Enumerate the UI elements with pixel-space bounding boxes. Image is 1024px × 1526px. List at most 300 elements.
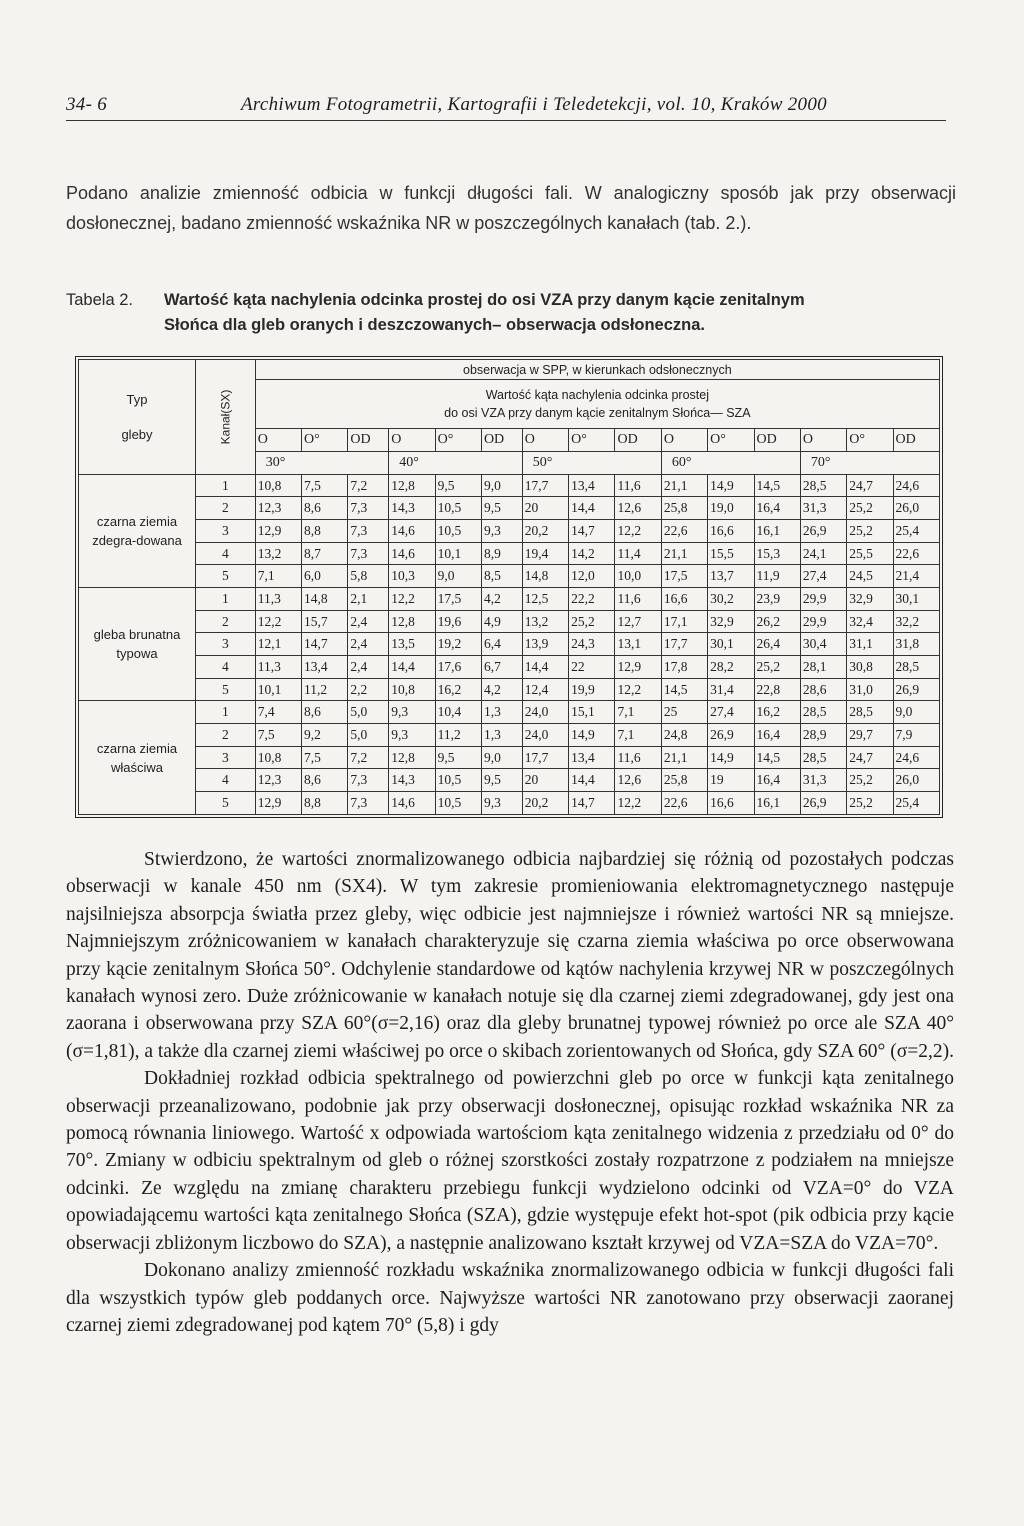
value-cell: 26,2 [754, 610, 800, 633]
value-cell: 24,1 [800, 542, 846, 565]
value-cell: 14,4 [522, 656, 568, 679]
value-cell: 26,9 [800, 792, 846, 815]
col-o-header: O [522, 429, 568, 452]
channel-cell: 5 [196, 565, 256, 588]
table-row [79, 656, 940, 679]
value-cell: 24,6 [893, 746, 939, 769]
value-cell: 31,1 [847, 633, 893, 656]
value-cell: 10,1 [255, 678, 301, 701]
value-cell: 14,9 [708, 474, 754, 497]
value-cell: 12,8 [389, 474, 435, 497]
value-cell: 8,7 [302, 542, 348, 565]
value-cell: 12,8 [389, 746, 435, 769]
value-cell: 7,5 [302, 746, 348, 769]
caption-line-2: Słońca dla gleb oranych i deszczowanych– obserwacja odsłoneczna. [164, 316, 706, 334]
channel-cell: 2 [196, 610, 256, 633]
value-cell: 9,3 [389, 701, 435, 724]
value-cell: 14,5 [754, 474, 800, 497]
soil-type-cell: czarna ziemia zdegra-dowana [79, 474, 196, 587]
value-cell: 24,6 [893, 474, 939, 497]
value-cell: 14,2 [569, 542, 615, 565]
value-cell: 12,3 [255, 497, 301, 520]
value-cell: 30,8 [847, 656, 893, 679]
table-row [79, 792, 940, 815]
value-cell: 17,6 [435, 656, 481, 679]
col-od-header: OD [754, 429, 800, 452]
value-cell: 14,3 [389, 497, 435, 520]
value-cell: 17,5 [661, 565, 707, 588]
value-cell: 17,8 [661, 656, 707, 679]
value-cell: 12,9 [615, 656, 661, 679]
value-cell: 25,2 [847, 792, 893, 815]
caption-line-1: Wartość kąta nachylenia odcinka prostej do osi VZA przy danym kącie zenitalnym [164, 291, 805, 309]
value-cell: 30,4 [800, 633, 846, 656]
body-paragraph-3: Dokonano analizy zmienność rozkładu wskaźnika znormalizowanego odbicia w funkcji długości fali dla wszystkich typów gleb poddanych orce. Najwyższe wartości NR zanotowano przy obserwacji zaoranej czarnej ziemi zdegradowanej pod kątem 70° (5,8) i gdy [66, 1260, 954, 1336]
value-cell: 22,6 [661, 792, 707, 815]
value-cell: 22,2 [569, 588, 615, 611]
value-cell: 16,1 [754, 792, 800, 815]
value-cell: 1,3 [481, 724, 522, 747]
table-header-row-1 [79, 360, 940, 380]
value-cell: 7,3 [348, 769, 389, 792]
value-cell: 14,8 [522, 565, 568, 588]
value-cell: 9,0 [435, 565, 481, 588]
value-cell: 13,7 [708, 565, 754, 588]
value-cell: 28,5 [847, 701, 893, 724]
value-cell: 20,2 [522, 792, 568, 815]
value-cell: 12,6 [615, 497, 661, 520]
value-cell: 12,2 [615, 792, 661, 815]
value-cell: 6,7 [481, 656, 522, 679]
value-cell: 30,2 [708, 588, 754, 611]
value-cell: 11,6 [615, 474, 661, 497]
value-cell: 10,4 [435, 701, 481, 724]
value-cell: 24,0 [522, 701, 568, 724]
value-cell: 21,1 [661, 474, 707, 497]
value-cell: 26,9 [800, 520, 846, 543]
value-cell: 19 [708, 769, 754, 792]
value-cell: 7,3 [348, 497, 389, 520]
value-cell: 10,5 [435, 497, 481, 520]
table-row [79, 588, 940, 611]
value-cell: 12,3 [255, 769, 301, 792]
table-row [79, 565, 940, 588]
value-cell: 7,1 [615, 701, 661, 724]
value-cell: 9,5 [435, 746, 481, 769]
intro-paragraph: Podano analizie zmienność odbicia w funkcji długości fali. W analogiczny sposób jak przy obserwacji dosłonecznej, badano zmienność wskaźnika NR w poszczególnych kanałach (tab. 2.). [66, 183, 956, 233]
value-cell: 16,4 [754, 769, 800, 792]
value-cell: 16,4 [754, 497, 800, 520]
value-cell: 20,2 [522, 520, 568, 543]
journal-title: Archiwum Fotogrametrii, Kartografii i Teledetekcji, vol. 10, Kraków 2000 [241, 94, 827, 115]
value-cell: 10,8 [255, 746, 301, 769]
value-cell: 24,7 [847, 746, 893, 769]
table-row [79, 769, 940, 792]
value-cell: 12,4 [522, 678, 568, 701]
value-cell: 13,4 [302, 656, 348, 679]
channel-cell: 4 [196, 656, 256, 679]
value-cell: 27,4 [708, 701, 754, 724]
value-cell: 11,9 [754, 565, 800, 588]
value-cell: 19,2 [435, 633, 481, 656]
value-cell: 14,3 [389, 769, 435, 792]
value-cell: 25,2 [847, 497, 893, 520]
value-cell: 32,2 [893, 610, 939, 633]
channel-cell: 3 [196, 633, 256, 656]
value-cell: 10,1 [435, 542, 481, 565]
table-row [79, 474, 940, 497]
value-cell: 7,2 [348, 474, 389, 497]
table-row [79, 746, 940, 769]
value-cell: 13,2 [522, 610, 568, 633]
channel-cell: 4 [196, 769, 256, 792]
value-cell: 8,8 [302, 520, 348, 543]
table-row [79, 497, 940, 520]
value-cell: 26,4 [754, 633, 800, 656]
value-cell: 16,6 [661, 588, 707, 611]
col-o-header: O [800, 429, 846, 452]
value-cell: 16,6 [708, 520, 754, 543]
value-cell: 28,1 [800, 656, 846, 679]
col-od-header: OD [348, 429, 389, 452]
value-cell: 25,2 [847, 520, 893, 543]
value-cell: 21,4 [893, 565, 939, 588]
value-cell: 31,0 [847, 678, 893, 701]
channel-cell: 2 [196, 724, 256, 747]
value-cell: 4,2 [481, 678, 522, 701]
col-od-header: OD [481, 429, 522, 452]
value-cell: 22 [569, 656, 615, 679]
value-cell: 6,4 [481, 633, 522, 656]
table-row [79, 520, 940, 543]
value-cell: 10,5 [435, 792, 481, 815]
value-cell: 7,1 [255, 565, 301, 588]
value-cell: 8,5 [481, 565, 522, 588]
value-cell: 19,0 [708, 497, 754, 520]
body-paragraph-1: Stwierdzono, że wartości znormalizowanego odbicia najbardziej się różnią od pozostałych podczas obserwacji w kanale 450 nm (SX4). W tym zakresie promieniowania elektromagnetycznego następuje najsilniejsza absorpcja światła przez gleby, więc odbicie jest najmniejsze i również wartości NR są mniejsze. Najmniejszym zróżnicowaniem w kanałach charakteryzuje się czarna ziemia właściwa po orce obserwowana przy kącie zenitalnym Słońca 50°. Odchylenie standardowe od kątów nachylenia krzywej NR w poszczególnych kanałach wynosi zero. Duże zróżnicowanie w kanałach notuje się dla czarnej ziemi zdegradowanej, gdy jest ona zaorana i obserwowana przy SZA 60°(σ=2,16) oraz dla gleby brunatnej typowej również po orce ale SZA 40°(σ=1,81), a także dla czarnej ziemi właściwej po orce o skibach zorientowanych od Słońca, gdy SZA 60° (σ=2,2). [66, 849, 954, 1062]
value-cell: 8,8 [302, 792, 348, 815]
table-row [79, 610, 940, 633]
value-cell: 13,2 [255, 542, 301, 565]
value-cell: 14,9 [708, 746, 754, 769]
body-text [66, 846, 954, 1339]
value-cell: 9,0 [893, 701, 939, 724]
value-cell: 28,2 [708, 656, 754, 679]
value-cell: 26,9 [708, 724, 754, 747]
angle-header [255, 380, 939, 429]
value-cell: 22,8 [754, 678, 800, 701]
value-cell: 17,7 [661, 633, 707, 656]
channel-cell: 5 [196, 678, 256, 701]
page-header [66, 94, 946, 121]
value-cell: 12,8 [389, 610, 435, 633]
value-cell: 25,4 [893, 520, 939, 543]
table-row [79, 701, 940, 724]
value-cell: 25,2 [847, 769, 893, 792]
value-cell: 14,5 [754, 746, 800, 769]
value-cell: 12,9 [255, 792, 301, 815]
value-cell: 9,0 [481, 474, 522, 497]
value-cell: 12,1 [255, 633, 301, 656]
value-cell: 16,2 [754, 701, 800, 724]
value-cell: 7,5 [302, 474, 348, 497]
data-table [78, 359, 940, 815]
value-cell: 15,7 [302, 610, 348, 633]
value-cell: 25,2 [569, 610, 615, 633]
value-cell: 17,1 [661, 610, 707, 633]
value-cell: 7,1 [615, 724, 661, 747]
observation-header: obserwacja w SPP, w kierunkach odsłonecznych [255, 360, 939, 380]
value-cell: 11,4 [615, 542, 661, 565]
value-cell: 20 [522, 497, 568, 520]
value-cell: 14,4 [389, 656, 435, 679]
value-cell: 16,4 [754, 724, 800, 747]
typ-label: Typ [126, 391, 148, 407]
channel-cell: 1 [196, 474, 256, 497]
value-cell: 31,4 [708, 678, 754, 701]
channel-cell: 1 [196, 588, 256, 611]
value-cell: 11,3 [255, 656, 301, 679]
value-cell: 10,8 [389, 678, 435, 701]
value-cell: 4,9 [481, 610, 522, 633]
value-cell: 16,2 [435, 678, 481, 701]
value-cell: 15,1 [569, 701, 615, 724]
value-cell: 12,9 [255, 520, 301, 543]
value-cell: 26,9 [893, 678, 939, 701]
value-cell: 11,3 [255, 588, 301, 611]
channel-header [196, 360, 256, 475]
value-cell: 30,1 [708, 633, 754, 656]
sza-header: 60° [661, 452, 800, 475]
value-cell: 13,5 [389, 633, 435, 656]
value-cell: 25 [661, 701, 707, 724]
value-cell: 32,9 [708, 610, 754, 633]
value-cell: 32,4 [847, 610, 893, 633]
value-cell: 31,3 [800, 497, 846, 520]
body-paragraph-2: Dokładniej rozkład odbicia spektralnego od powierzchni gleb po orce w funkcji kąta zenitalnego obserwacji przeanalizowano, podobnie jak przy obserwacji dosłonecznej, opisując rozkład wskaźnika NR za pomocą równania liniowego. Wartość x odpowiada wartościom kąta zenitalnego widzenia z przedziału od 0° do 70°. Zmiany w odbiciu spektralnym od gleb o różnej szorstkości zostały rozpatrzone z podziałem na mniejsze odcinki. Ze względu na zmianę charakteru przebiegu funkcji wydzielono odcinki od VZA=0° do VZA opowiadającemu wartości kąta zenitalnego Słońca (SZA), gdzie występuje efekt hot-spot (pik odbicia przy kącie obserwacji zbliżonym liczbowo do SZA), a następnie analizowano kształt krzywej od VZA=SZA do VZA=70°. [66, 1068, 954, 1254]
value-cell: 9,3 [389, 724, 435, 747]
value-cell: 13,4 [569, 474, 615, 497]
channel-cell: 5 [196, 792, 256, 815]
table-frame [75, 356, 943, 818]
value-cell: 17,5 [435, 588, 481, 611]
page-number: 34- 6 [66, 94, 108, 115]
value-cell: 32,9 [847, 588, 893, 611]
value-cell: 12,2 [615, 520, 661, 543]
value-cell: 8,6 [302, 769, 348, 792]
value-cell: 9,5 [481, 497, 522, 520]
value-cell: 10,5 [435, 769, 481, 792]
value-cell: 14,5 [661, 678, 707, 701]
value-cell: 16,6 [708, 792, 754, 815]
value-cell: 29,9 [800, 610, 846, 633]
value-cell: 1,3 [481, 701, 522, 724]
value-cell: 14,8 [302, 588, 348, 611]
value-cell: 8,6 [302, 701, 348, 724]
value-cell: 9,3 [481, 520, 522, 543]
value-cell: 16,1 [754, 520, 800, 543]
channel-cell: 2 [196, 497, 256, 520]
col-o0-header: O° [708, 429, 754, 452]
value-cell: 27,4 [800, 565, 846, 588]
value-cell: 22,6 [661, 520, 707, 543]
value-cell: 17,7 [522, 746, 568, 769]
value-cell: 25,4 [893, 792, 939, 815]
value-cell: 12,2 [615, 678, 661, 701]
value-cell: 12,2 [389, 588, 435, 611]
value-cell: 2,4 [348, 656, 389, 679]
value-cell: 7,5 [255, 724, 301, 747]
value-cell: 15,5 [708, 542, 754, 565]
col-o0-header: O° [569, 429, 615, 452]
sza-header: 40° [389, 452, 523, 475]
channel-cell: 3 [196, 746, 256, 769]
value-cell: 2,4 [348, 633, 389, 656]
value-cell: 10,8 [255, 474, 301, 497]
soil-type-header [79, 360, 196, 475]
col-o0-header: O° [847, 429, 893, 452]
channel-cell: 3 [196, 520, 256, 543]
value-cell: 25,8 [661, 497, 707, 520]
sza-header: 50° [522, 452, 661, 475]
value-cell: 9,5 [435, 474, 481, 497]
value-cell: 13,9 [522, 633, 568, 656]
value-cell: 31,8 [893, 633, 939, 656]
value-cell: 8,6 [302, 497, 348, 520]
table-row [79, 724, 940, 747]
value-cell: 30,1 [893, 588, 939, 611]
value-cell: 25,2 [754, 656, 800, 679]
value-cell: 15,3 [754, 542, 800, 565]
value-cell: 4,2 [481, 588, 522, 611]
value-cell: 9,2 [302, 724, 348, 747]
value-cell: 17,7 [522, 474, 568, 497]
gleby-label: gleby [121, 426, 153, 442]
value-cell: 19,6 [435, 610, 481, 633]
col-o0-header: O° [302, 429, 348, 452]
col-o-header: O [389, 429, 435, 452]
table-caption [66, 288, 956, 338]
value-cell: 28,6 [800, 678, 846, 701]
value-cell: 24,8 [661, 724, 707, 747]
col-od-header: OD [893, 429, 939, 452]
value-cell: 20 [522, 769, 568, 792]
value-cell: 24,7 [847, 474, 893, 497]
value-cell: 9,5 [481, 769, 522, 792]
value-cell: 28,5 [893, 656, 939, 679]
value-cell: 11,6 [615, 588, 661, 611]
value-cell: 28,9 [800, 724, 846, 747]
table-label: Tabela 2. [66, 291, 133, 309]
value-cell: 11,2 [302, 678, 348, 701]
value-cell: 7,3 [348, 520, 389, 543]
value-cell: 21,1 [661, 746, 707, 769]
col-o0-header: O° [435, 429, 481, 452]
value-cell: 2,2 [348, 678, 389, 701]
value-cell: 12,5 [522, 588, 568, 611]
value-cell: 10,3 [389, 565, 435, 588]
value-cell: 26,0 [893, 769, 939, 792]
value-cell: 7,4 [255, 701, 301, 724]
value-cell: 14,6 [389, 520, 435, 543]
channel-cell: 4 [196, 542, 256, 565]
value-cell: 14,4 [569, 497, 615, 520]
value-cell: 12,0 [569, 565, 615, 588]
value-cell: 23,9 [754, 588, 800, 611]
value-cell: 19,4 [522, 542, 568, 565]
value-cell: 8,9 [481, 542, 522, 565]
value-cell: 7,3 [348, 542, 389, 565]
value-cell: 24,0 [522, 724, 568, 747]
value-cell: 26,0 [893, 497, 939, 520]
angle-header-line-1: Wartość kąta nachylenia odcinka prostej [485, 388, 709, 403]
value-cell: 5,8 [348, 565, 389, 588]
table-row [79, 542, 940, 565]
value-cell: 31,3 [800, 769, 846, 792]
value-cell: 22,6 [893, 542, 939, 565]
value-cell: 12,6 [615, 769, 661, 792]
value-cell: 12,2 [255, 610, 301, 633]
col-o-header: O [661, 429, 707, 452]
value-cell: 14,6 [389, 792, 435, 815]
value-cell: 6,0 [302, 565, 348, 588]
value-cell: 28,5 [800, 701, 846, 724]
sza-header: 70° [800, 452, 939, 475]
value-cell: 28,5 [800, 746, 846, 769]
value-cell: 7,3 [348, 792, 389, 815]
table-row [79, 633, 940, 656]
value-cell: 14,6 [389, 542, 435, 565]
col-o-header: O [255, 429, 301, 452]
value-cell: 11,6 [615, 746, 661, 769]
value-cell: 21,1 [661, 542, 707, 565]
value-cell: 28,5 [800, 474, 846, 497]
value-cell: 29,9 [800, 588, 846, 611]
soil-type-cell: gleba brunatna typowa [79, 588, 196, 701]
value-cell: 24,5 [847, 565, 893, 588]
table-row [79, 678, 940, 701]
value-cell: 12,7 [615, 610, 661, 633]
value-cell: 14,7 [569, 792, 615, 815]
value-cell: 24,3 [569, 633, 615, 656]
value-cell: 10,0 [615, 565, 661, 588]
value-cell: 14,9 [569, 724, 615, 747]
value-cell: 9,0 [481, 746, 522, 769]
value-cell: 13,1 [615, 633, 661, 656]
value-cell: 29,7 [847, 724, 893, 747]
channel-cell: 1 [196, 701, 256, 724]
value-cell: 14,7 [302, 633, 348, 656]
value-cell: 25,5 [847, 542, 893, 565]
value-cell: 19,9 [569, 678, 615, 701]
col-od-header: OD [615, 429, 661, 452]
value-cell: 14,7 [569, 520, 615, 543]
value-cell: 2,1 [348, 588, 389, 611]
kanal-label: Kanał(SX) [218, 389, 233, 445]
value-cell: 11,2 [435, 724, 481, 747]
sza-header: 30° [255, 452, 389, 475]
value-cell: 5,0 [348, 701, 389, 724]
value-cell: 7,9 [893, 724, 939, 747]
value-cell: 9,3 [481, 792, 522, 815]
value-cell: 7,2 [348, 746, 389, 769]
value-cell: 5,0 [348, 724, 389, 747]
value-cell: 25,8 [661, 769, 707, 792]
value-cell: 10,5 [435, 520, 481, 543]
angle-header-line-2: do osi VZA przy danym kącie zenitalnym Słońca— SZA [444, 406, 751, 421]
value-cell: 14,4 [569, 769, 615, 792]
value-cell: 2,4 [348, 610, 389, 633]
